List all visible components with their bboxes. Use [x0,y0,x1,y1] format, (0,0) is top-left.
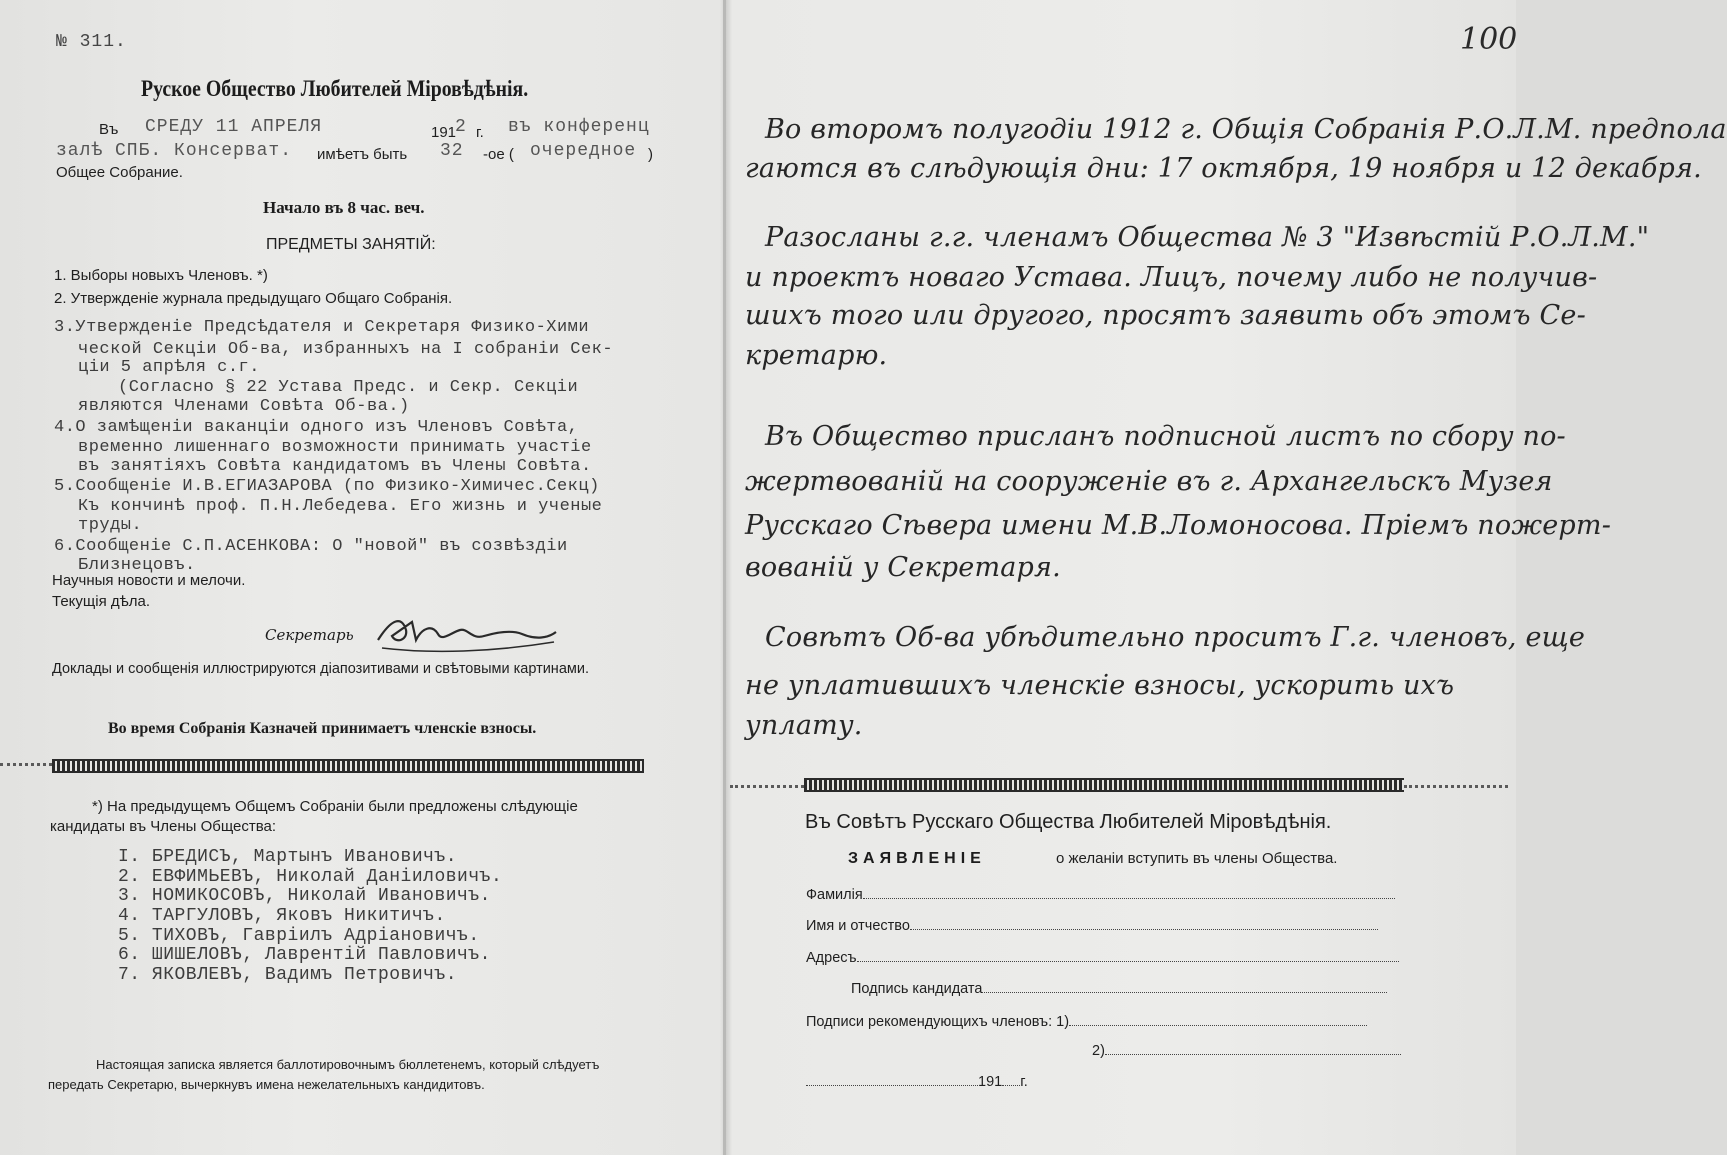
typed-item-3-line1: 3.Утвержденіе Предсѣдателя и Секретаря Физико-Хими [54,318,590,337]
form-heading: Въ Совѣтъ Русскаго Общества Любителей Міровѣдѣнія. [805,811,1332,833]
meeting-kind: очередное [530,141,637,161]
form-date-row [806,1071,1028,1090]
typed-item-6-line2: Близнецовъ. [78,556,196,575]
surname-field[interactable] [863,884,1395,899]
candidate-6: 6. ШИШЕЛОВЪ, Лаврентій Павловичъ. [118,945,491,965]
hand-line-6: кретарю. [745,340,888,371]
year-typed: 2 [455,117,467,137]
ornamental-divider-right [804,778,1404,792]
tear-line-left [0,763,52,766]
current-affairs: Текущія дѣла. [52,593,151,610]
form-address-row [806,947,1399,966]
agenda-item-2: 2. Утвержденіе журнала предыдущаго Общаго Собранія. [54,290,453,307]
tear-line-right [730,785,804,788]
candidate-4: 4. ТАРГУЛОВЪ, Яковъ Никитичъ. [118,906,446,926]
recommender-1-field[interactable] [1069,1011,1367,1026]
typed-item-5-line1: 5.Сообщеніе И.В.ЕГИАЗАРОВА (по Физико-Химичес.Секц) [54,477,600,496]
ornamental-divider-left [52,759,644,773]
typed-place2: залѣ СПБ. Консерват. [56,141,293,161]
footnote-line2: кандидаты въ Члены Общества: [50,818,277,835]
hand-line-2: гаются въ слѣдующія дни: 17 октября, 19 ноября и 12 декабря. [745,153,1702,184]
page-fold [723,0,726,1155]
candidate-1: I. БРЕДИСЪ, Мартынъ Ивановичъ. [118,847,458,867]
date-field[interactable] [806,1071,978,1086]
form-recommender2-row [1092,1040,1401,1059]
candidate-5: 5. ТИХОВЪ, Гавріилъ Адріановичъ. [118,926,480,946]
year-g: г. [476,124,484,141]
page-number-handwritten: 100 [1460,22,1518,57]
statement-word: ЗАЯВЛЕНІЕ [848,850,986,867]
address-field[interactable] [857,947,1399,962]
statement-text: о желаніи вступить въ члены Общества. [1056,850,1338,867]
general-meeting: Общее Собрание. [56,164,183,181]
typed-place1: въ конференц [508,117,650,137]
hand-line-8: жертвованій на сооруженіе въ г. Архангельскъ Музея [745,466,1553,497]
society-title: Руское Общество Любителей Міровѣдѣнія. [141,76,529,101]
form-surname-row [806,884,1395,903]
recommenders-label: Подписи рекомендующихъ членовъ: 1) [806,1014,1070,1030]
ballot-note-line1: Настоящая записка является баллотировочнымъ бюллетенемъ, который слѣдуетъ [96,1057,600,1072]
reports-note: Доклады и сообщенія иллюстрируются діапозитивами и свѣтовыми картинами. [52,661,589,677]
hand-line-7: Въ Общество присланъ подписной листъ по сбору по- [765,421,1566,452]
typed-item-4-line1: 4.О замѣщеніи ваканціи одного изъ Членовъ Совѣта, [54,418,579,437]
address-label: Адресъ [806,950,857,966]
hand-line-4: и проектъ новаго Устава. Лицъ, почему либо не получив- [745,262,1598,293]
form-signature-row [851,978,1387,997]
treasurer-note: Во время Собранія Казначей принимаетъ членскіе взносы. [108,720,537,737]
ballot-note-line2: передать Секретарю, вычеркнувъ имена нежелательныхъ кандидитовъ. [48,1077,485,1092]
name-patronymic-field[interactable] [910,915,1378,930]
paren-close: ) [648,146,653,163]
imeet-byt: имѣетъ быть [317,146,408,163]
typed-item-3-line2: ческой Секціи Об-ва, избранныхъ на I собраніи Сек- [78,340,614,359]
recommender-2-label: 2) [1092,1043,1105,1059]
typed-item-4-line3: въ занятіяхъ Совѣта кандидатомъ въ Члены Совѣта. [78,457,592,476]
hand-line-5: шихъ того или другого, просятъ заявить объ этомъ Се- [745,300,1586,331]
year-suffix: г. [1020,1074,1028,1090]
oe-label: -ое ( [483,146,514,163]
year-label: 191 [978,1074,1003,1090]
name-patronymic-label: Имя и отчество [806,918,910,934]
recommender-2-field[interactable] [1105,1040,1401,1055]
candidate-2: 2. ЕВФИМЬЕВЪ, Николай Даніиловичъ. [118,867,503,887]
typed-item-3-line4: (Согласно § 22 Устава Предс. и Секр. Секціи [118,378,579,397]
hand-line-3: Разосланы г.г. членамъ Общества № 3 "Извѣстій Р.О.Л.М." [765,222,1650,253]
hand-line-13: уплату. [745,710,863,741]
candidate-signature-field[interactable] [982,978,1387,993]
typed-item-3-line5: являются Членами Совѣта Об-ва.) [78,397,410,416]
document-number: № 311. [56,32,127,52]
subjects-heading: ПРЕДМЕТЫ ЗАНЯТІЙ: [266,236,436,253]
typed-day: СРЕДУ 11 АПРЕЛЯ [145,117,323,137]
typed-item-5-line3: труды. [78,516,143,535]
hand-line-12: не уплатившихъ членскіе взносы, ускорить ихъ [745,670,1455,701]
hand-line-1: Во второмъ полугодіи 1912 г. Общія Собранія Р.О.Л.М. предпола [765,114,1727,145]
meeting-number: 32 [440,141,464,161]
candidate-3: 3. НОМИКОСОВЪ, Николай Ивановичъ. [118,886,491,906]
agenda-item-1: 1. Выборы новыхъ Членовъ. *) [54,267,268,284]
year-field[interactable] [1002,1071,1020,1086]
hand-line-11: Совѣтъ Об-ва убѣдительно проситъ Г.г. членовъ, еще [765,622,1586,653]
hand-line-10: вованій у Секретаря. [745,552,1061,583]
year-prefix: 191 [431,124,457,141]
typed-item-4-line2: временно лишеннаго возможности принимать участіе [78,438,592,457]
surname-label: Фамилія [806,887,863,903]
typed-item-3-line3: ціи 5 апрѣля с.г. [78,358,260,377]
start-time: Начало въ 8 час. веч. [263,198,425,217]
typed-item-5-line2: Къ кончинѣ проф. П.Н.Лебедева. Его жизнь и ученые [78,497,603,516]
secretary-signature [372,610,562,658]
footnote-line1: *) На предыдущемъ Общемъ Собраніи были предложены слѣдующіе [92,798,578,815]
form-recommenders-row [806,1011,1367,1030]
candidate-7: 7. ЯКОВЛЕВЪ, Вадимъ Петровичъ. [118,965,458,985]
candidate-signature-label: Подпись кандидата [851,981,983,997]
form-name-row [806,915,1378,934]
hand-line-9: Русскаго Сѣвера имени М.В.Ломоносова. Пріемъ пожерт- [745,510,1612,541]
secretary-label: Секретарь [265,626,354,644]
tear-line-right-end [1404,785,1508,788]
typed-item-6-line1: 6.Сообщеніе С.П.АСЕНКОВА: О "новой" въ созвѣздіи [54,537,568,556]
scientific-news: Научныя новости и мелочи. [52,572,246,589]
date-line-v: Въ [99,121,119,138]
